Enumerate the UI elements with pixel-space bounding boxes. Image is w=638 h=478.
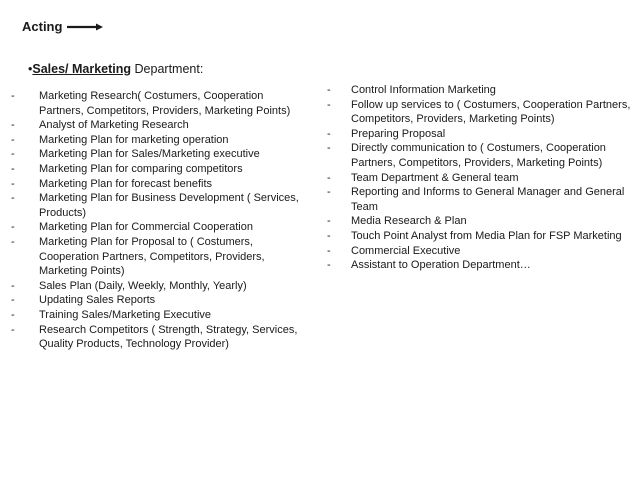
arrow-right-icon bbox=[67, 23, 103, 31]
list-item bbox=[327, 258, 631, 273]
list-item-text: Analyst of Marketing Research bbox=[39, 119, 189, 132]
list-item-text: Marketing Plan for Business Development ( Services, Products) bbox=[39, 192, 299, 219]
list-dash: - bbox=[327, 127, 331, 140]
list-item bbox=[327, 141, 631, 170]
list-item-text: Marketing Plan for marketing operation bbox=[39, 133, 229, 146]
list-item bbox=[11, 89, 311, 118]
list-item bbox=[327, 229, 631, 244]
list-dash: - bbox=[327, 215, 331, 228]
section-suffix: Department: bbox=[131, 62, 204, 76]
list-item bbox=[11, 118, 311, 133]
left-list bbox=[11, 89, 311, 352]
list-item bbox=[327, 244, 631, 259]
list-dash: - bbox=[327, 84, 331, 96]
list-item bbox=[11, 177, 311, 192]
list-dash: - bbox=[327, 186, 331, 199]
list-item bbox=[327, 214, 631, 229]
list-item bbox=[11, 191, 311, 220]
list-item bbox=[327, 98, 631, 127]
list-item-text: Commercial Executive bbox=[351, 244, 461, 257]
acting-title: Acting bbox=[22, 19, 63, 34]
list-dash: - bbox=[11, 90, 15, 102]
list-dash: - bbox=[11, 148, 15, 161]
list-dash: - bbox=[11, 162, 15, 175]
list-item-text: Marketing Plan for Sales/Marketing executive bbox=[39, 148, 260, 161]
list-item-text: Team Department & General team bbox=[351, 171, 519, 184]
list-item bbox=[11, 162, 311, 177]
list-item-text: Marketing Plan for comparing competitors bbox=[39, 162, 243, 175]
list-item-text: Marketing Plan for Proposal to ( Costumers, Cooperation Partners, Competitors, Providers, Marketing Points) bbox=[39, 235, 265, 278]
list-item-text: Reporting and Informs to General Manager and General Team bbox=[351, 186, 625, 213]
list-dash: - bbox=[11, 133, 15, 146]
list-dash: - bbox=[327, 171, 331, 184]
list-item bbox=[11, 147, 311, 162]
list-item bbox=[11, 293, 311, 308]
list-dash: - bbox=[11, 294, 15, 307]
list-dash: - bbox=[11, 119, 15, 132]
list-dash: - bbox=[327, 259, 331, 272]
list-item bbox=[11, 133, 311, 148]
list-item-text: Follow up services to ( Costumers, Cooperation Partners, Competitors, Providers, Marketing Points) bbox=[351, 98, 631, 126]
list-item bbox=[327, 83, 631, 98]
list-item-text: Sales Plan (Daily, Weekly, Monthly, Yearly) bbox=[39, 279, 247, 292]
list-item-text: Updating Sales Reports bbox=[39, 294, 156, 307]
list-item-text: Training Sales/Marketing Executive bbox=[39, 308, 212, 321]
list-item-text: Marketing Plan for Commercial Cooperation bbox=[39, 221, 253, 234]
section-bullet: • bbox=[28, 62, 33, 76]
list-dash: - bbox=[11, 192, 15, 205]
list-item bbox=[327, 185, 631, 214]
list-dash: - bbox=[327, 142, 331, 155]
header bbox=[22, 19, 103, 34]
list-dash: - bbox=[11, 323, 15, 336]
list-item bbox=[327, 127, 631, 142]
right-list bbox=[327, 83, 631, 273]
list-item-text: Media Research & Plan bbox=[351, 215, 467, 228]
list-item-text: Touch Point Analyst from Media Plan for FSP Marketing bbox=[351, 229, 622, 242]
list-item bbox=[11, 235, 311, 279]
list-dash: - bbox=[11, 279, 15, 292]
list-dash: - bbox=[11, 235, 15, 248]
section-title: Sales/ Marketing bbox=[32, 62, 132, 76]
list-item bbox=[327, 171, 631, 186]
list-item-text: Assistant to Operation Department… bbox=[351, 259, 531, 272]
list-dash: - bbox=[11, 177, 15, 190]
list-dash: - bbox=[327, 98, 331, 111]
list-dash: - bbox=[11, 221, 15, 234]
list-item-text: Control Information Marketing bbox=[351, 84, 496, 96]
list-item-text: Research Competitors ( Strength, Strategy, Services, Quality Products, Technology Provider) bbox=[39, 323, 298, 351]
list-dash: - bbox=[11, 308, 15, 321]
section-heading bbox=[28, 62, 203, 76]
list-item bbox=[11, 323, 311, 352]
list-dash: - bbox=[327, 244, 331, 257]
list-item-text: Preparing Proposal bbox=[351, 127, 446, 140]
list-item-text: Marketing Research( Costumers, Cooperation Partners, Competitors, Providers, Marketing Points) bbox=[39, 90, 291, 117]
list-item bbox=[11, 308, 311, 323]
list-item-text: Directly communication to ( Costumers, Cooperation Partners, Competitors, Providers, Marketing Points) bbox=[351, 142, 606, 169]
list-item bbox=[11, 279, 311, 294]
list-dash: - bbox=[327, 229, 331, 242]
list-item-text: Marketing Plan for forecast benefits bbox=[39, 177, 213, 190]
list-item bbox=[11, 220, 311, 235]
